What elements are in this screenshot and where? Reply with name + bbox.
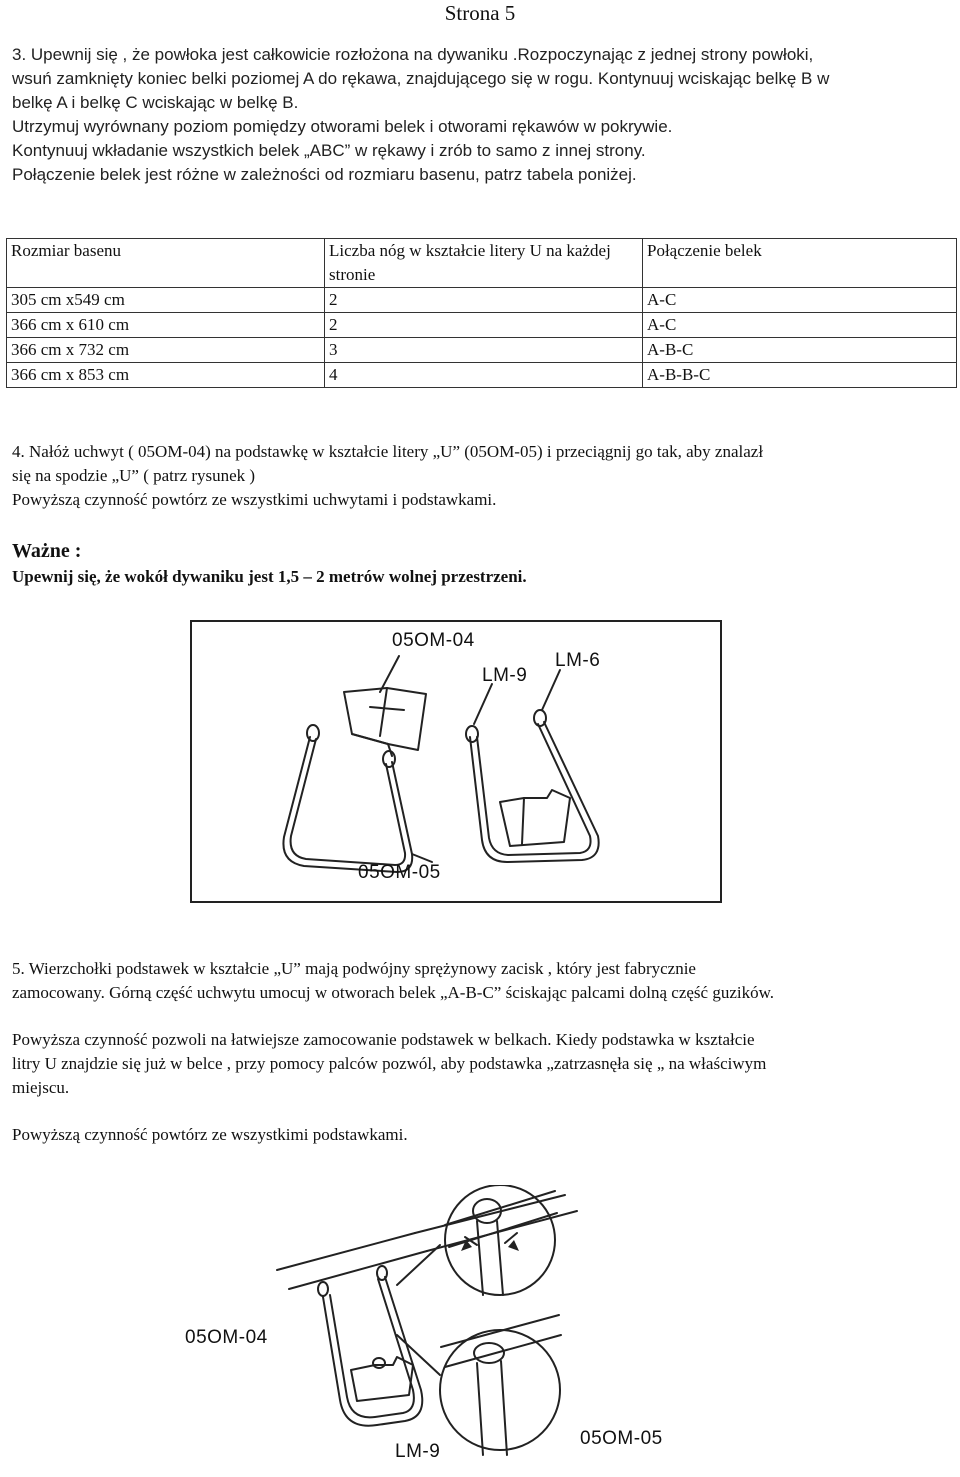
cell-beam-connection: A-B-B-C — [643, 363, 957, 388]
label-lm-6: LM-6 — [555, 650, 601, 671]
step-5-paragraph — [12, 957, 952, 1005]
figure-clip-insertion-detail — [165, 1185, 718, 1472]
step-3-line: 3. Upewnij się , że powłoka jest całkowicie rozłożona na dywaniku .Rozpoczynając z jednej strony powłoki, — [12, 45, 814, 64]
important-text: Upewnij się, że wokół dywaniku jest 1,5 – 2 metrów wolnej przestrzeni. — [12, 567, 527, 586]
cell-beam-connection: A-C — [643, 313, 957, 338]
step-4-line: się na spodzie „U” ( patrz rysunek ) — [12, 466, 256, 485]
label-05om-05: 05OM-05 — [358, 862, 441, 883]
step-4-line: Powyższą czynność powtórz ze wszystkimi uchwytami i podstawkami. — [12, 490, 497, 509]
important-heading: Ważne : — [12, 540, 82, 562]
label-lm-9: LM-9 — [395, 1441, 441, 1462]
table-header-row — [7, 239, 957, 288]
header-beam-connection: Połączenie belek — [643, 239, 957, 288]
step-6-line: litry U znajdzie się już w belce , przy pomocy palców pozwól, aby podstawka „zatrzasnęła się „ na właściwym — [12, 1054, 767, 1073]
page-title: Strona 5 — [444, 1, 516, 25]
figure-1-drawing — [192, 622, 720, 901]
label-05om-04: 05OM-04 — [392, 630, 475, 651]
cell-u-legs: 4 — [325, 363, 643, 388]
step-5-line: 5. Wierzchołki podstawek w kształcie „U” mają podwójny sprężynowy zacisk , który jest fabrycznie — [12, 959, 696, 978]
step-3-line: Kontynuuj wkładanie wszystkich belek „ABC” w rękawy i zrób to samo z innej strony. — [12, 141, 646, 160]
label-05om-05: 05OM-05 — [580, 1428, 663, 1449]
header-u-legs: Liczba nóg w kształcie litery U na każdej stronie — [325, 239, 643, 288]
cell-u-legs: 3 — [325, 338, 643, 363]
cell-pool-size: 305 cm x549 cm — [7, 288, 325, 313]
cell-beam-connection: A-B-C — [643, 338, 957, 363]
cell-pool-size: 366 cm x 610 cm — [7, 313, 325, 338]
label-05om-04: 05OM-04 — [185, 1327, 268, 1348]
label-lm-9: LM-9 — [482, 665, 528, 686]
step-4-line: 4. Nałóż uchwyt ( 05OM-04) na podstawkę w kształcie litery „U” (05OM-05) i przeciągnij go tak, aby znalazł — [12, 442, 764, 461]
table-row — [7, 288, 957, 313]
step-7-paragraph: Powyższą czynność powtórz ze wszystkimi podstawkami. — [12, 1125, 408, 1144]
step-3-line: Połączenie belek jest różne w zależności od rozmiaru basenu, patrz tabela poniżej. — [12, 165, 637, 184]
table-row — [7, 363, 957, 388]
pool-size-table — [6, 238, 957, 388]
header-pool-size: Rozmiar basenu — [7, 239, 325, 288]
step-4-paragraph — [12, 440, 952, 512]
table-row — [7, 338, 957, 363]
step-3-line: wsuń zamknięty koniec belki poziomej A do rękawa, znajdującego się w rogu. Kontynuuj wciskając belkę B w — [12, 69, 830, 88]
step-3-line: belkę A i belkę C wciskając w belkę B. — [12, 93, 299, 112]
step-3-line: Utrzymuj wyrównany poziom pomiędzy otworami belek i otworami rękawów w pokrywie. — [12, 117, 673, 136]
cell-u-legs: 2 — [325, 288, 643, 313]
cell-pool-size: 366 cm x 732 cm — [7, 338, 325, 363]
cell-pool-size: 366 cm x 853 cm — [7, 363, 325, 388]
step-5-line: zamocowany. Górną część uchwytu umocuj w otworach belek „A-B-C” ściskając palcami dolną część guzików. — [12, 983, 775, 1002]
figure-clip-and-u-leg — [190, 620, 722, 903]
step-6-paragraph — [12, 1028, 952, 1100]
cell-u-legs: 2 — [325, 313, 643, 338]
table-row — [7, 313, 957, 338]
step-3-paragraph — [12, 43, 952, 187]
step-6-line: Powyższa czynność pozwoli na łatwiejsze zamocowanie podstawek w belkach. Kiedy podstawka w kształcie — [12, 1030, 755, 1049]
cell-beam-connection: A-C — [643, 288, 957, 313]
step-6-line: miejscu. — [12, 1078, 70, 1097]
